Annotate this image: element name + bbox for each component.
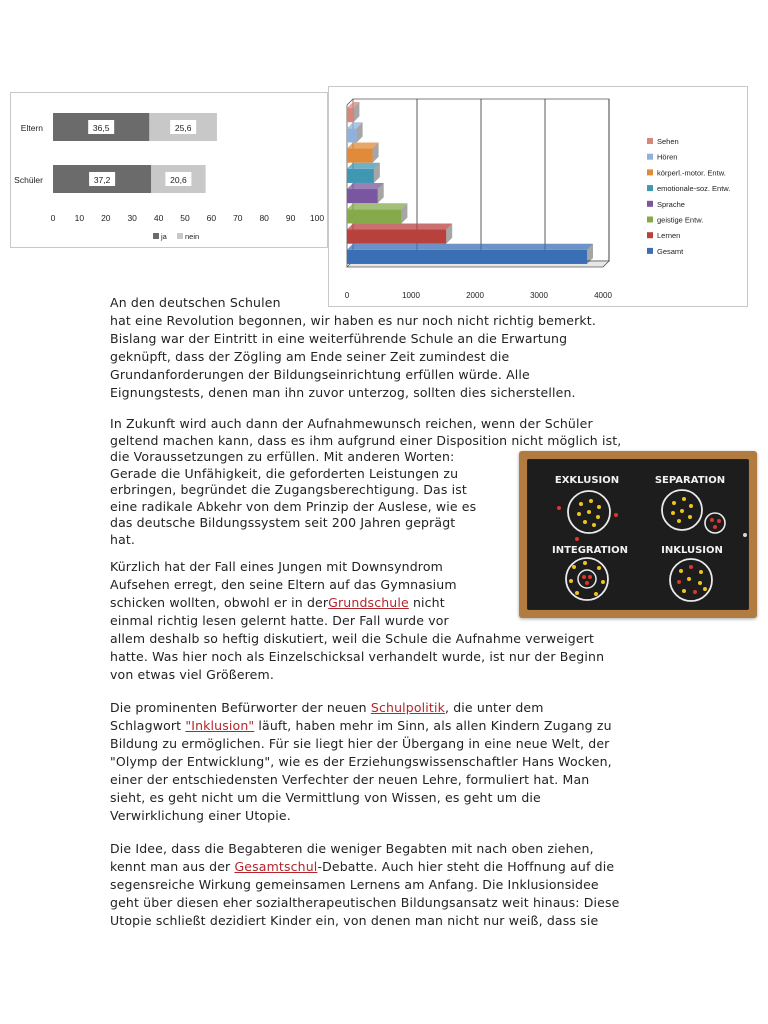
text-line: geknüpft, dass der Zögling am Ende seiner Zeit zumindest die (110, 349, 510, 364)
paragraph-5 (110, 840, 620, 930)
label-inklusion: INKLUSION (661, 545, 723, 556)
text-line: sieht, es geht nicht um die Vermittlung von Wissen, es geht um die (110, 790, 541, 805)
bar-4 (347, 189, 378, 203)
text-line: Verwirklichung einer Utopie. (110, 808, 291, 823)
legend-swatch-ja (153, 233, 159, 239)
grundschule-link[interactable]: Grundschule (328, 595, 409, 610)
text-line: "Olymp der Entwicklung", wie es der Erziehungswissenschaftler Hans Wocken, (110, 754, 612, 769)
data-label: 37,2 (93, 175, 111, 185)
paragraph-2 (110, 415, 621, 547)
text-line (110, 699, 612, 717)
legend-swatch-6 (647, 232, 653, 238)
legend-swatch-7 (647, 248, 653, 254)
schulpolitik-link[interactable]: Schulpolitik (370, 700, 445, 715)
legend-swatch-1 (647, 154, 653, 160)
x-tick-label: 4000 (594, 291, 612, 300)
legend-label-ja: ja (161, 232, 167, 241)
bar-7 (347, 250, 587, 264)
legend-swatch-5 (647, 217, 653, 223)
survey-bar-chart (10, 92, 328, 248)
legend-swatch-nein (177, 233, 183, 239)
text-line: einmal richtig lesen gelernt hatte. Der Fall wurde vor (110, 613, 449, 628)
text-line: geht über diesen eher sozialtherapeutischen Bildungsansatz weit hinaus: Diese (110, 895, 620, 910)
paragraph-4 (110, 699, 612, 825)
text-line: Eignungstests, denen man ihn zuvor unterzog, sollten dies sicherstellen. (110, 385, 576, 400)
x-tick-label: 3000 (530, 291, 548, 300)
x-tick-label: 10 (74, 213, 85, 223)
bar-top-6 (347, 224, 452, 230)
text-fragment: nicht (408, 595, 445, 610)
x-tick-label: 90 (285, 213, 296, 223)
bar-0 (347, 108, 353, 122)
text-line: Die Idee, dass die Begabteren die weniger Begabten mit nach oben ziehen, (110, 841, 594, 856)
bar-top-7 (347, 244, 593, 250)
paragraph-3 (110, 558, 604, 684)
bar-5 (347, 209, 401, 223)
text-line: hatte. Was hier noch als Einzelschicksal verhandelt wurde, ist nur der Beginn (110, 649, 605, 664)
text-line: von etwas viel Größerem. (110, 667, 274, 682)
x-tick-label: 50 (180, 213, 190, 223)
label-separation: SEPARATION (654, 475, 726, 486)
text-line: geltend machen kann, dass es ihm aufgrund einer Disposition nicht möglich ist, (110, 432, 622, 448)
x-tick-label: 2000 (466, 291, 484, 300)
text-line: allem deshalb so heftig diskutiert, weil die Schule die Aufnahme verweigert (110, 631, 595, 646)
text-line: In Zukunft wird auch dann der Aufnahmewunsch reichen, wenn der Schüler (110, 416, 593, 431)
legend-label-1: Hören (657, 152, 678, 162)
legend-label-nein: nein (185, 232, 200, 241)
text-fragment: Schlagwort (110, 718, 186, 733)
text-fragment: Die prominenten Befürworter der neuen (110, 700, 371, 715)
data-label: 36,5 (92, 123, 110, 133)
text-line: Aufsehen erregt, den seine Eltern auf das Gymnasium (110, 577, 457, 592)
label-integration: INTEGRATION (551, 545, 629, 556)
text-line: hat eine Revolution begonnen, wir haben es nur noch nicht richtig bemerkt. (110, 313, 596, 328)
x-tick-label: 80 (259, 213, 269, 223)
legend-label-0: Sehen (657, 137, 679, 146)
text-fragment: kennt man aus der (110, 859, 235, 874)
bar-top-4 (347, 183, 384, 189)
category-label-0: Eltern (20, 123, 43, 133)
text-line: Bildung zu ermöglichen. Für sie liegt hier der Übergang in eine neue Welt, der (110, 736, 610, 751)
bar-6 (347, 230, 446, 244)
text-line: An den deutschen Schulen (110, 295, 281, 310)
legend-label-4: Sprache (657, 199, 685, 209)
text-line: einer der entschiedensten Verfechter der neuen Lehre, formuliert hat. Man (110, 772, 590, 787)
legend-label-2: körperl.-motor. Entw. (657, 168, 726, 178)
bar-2 (347, 149, 373, 163)
legend-swatch-0 (647, 138, 653, 144)
bar-top-5 (347, 203, 407, 209)
x-tick-label: 0 (344, 291, 350, 300)
legend-label-3: emotionale-soz. Entw. (657, 184, 731, 194)
text-line (110, 717, 612, 735)
text-fragment: läuft, haben mehr im Sinn, als allen Kindern Zugang zu (254, 718, 612, 733)
text-line: Kürzlich hat der Fall eines Jungen mit Downsyndrom (110, 559, 443, 574)
survey-bar-chart-svg (11, 93, 327, 247)
text-line (110, 858, 620, 876)
text-line: Gerade die Unfähigkeit, die geforderten Leistungen zu (110, 465, 459, 481)
paragraph-1 (110, 294, 596, 402)
label-exklusion: EXKLUSION (554, 475, 620, 486)
inklusion-link[interactable]: "Inklusion" (185, 718, 255, 733)
data-label: 20,6 (170, 175, 187, 185)
legend-swatch-4 (647, 201, 653, 207)
legend-swatch-2 (647, 169, 653, 175)
bar-3 (347, 169, 374, 183)
text-fragment: -Debatte. Auch hier steht die Hoffnung auf die (317, 859, 615, 874)
x-tick-label: 20 (101, 213, 111, 223)
text-line: hat. (110, 531, 136, 547)
text-line: Bislang war der Eintritt in eine weiterführende Schule an die Erwartung (110, 331, 568, 346)
x-tick-label: 0 (50, 213, 56, 223)
legend-label-5: geistige Entw. (657, 215, 704, 225)
x-tick-label: 1000 (402, 291, 420, 300)
x-tick-label: 70 (233, 213, 243, 223)
x-tick-label: 60 (206, 213, 217, 223)
text-line (110, 594, 604, 612)
gesamtschul-link[interactable]: Gesamtschul (234, 859, 318, 874)
support-needs-chart (328, 86, 748, 307)
category-label-1: Schüler (14, 175, 43, 185)
legend-swatch-3 (647, 185, 653, 191)
x-tick-label: 100 (309, 213, 325, 223)
text-line: die Voraussetzungen zu erfüllen. Mit anderen Worten: (110, 449, 455, 464)
text-line: Utopie schließt dezidiert Kinder ein, von denen man nicht nur weiß, dass sie (110, 913, 599, 928)
x-tick-label: 30 (127, 213, 137, 223)
text-fragment: , die unter dem (444, 700, 544, 715)
support-needs-chart-svg (329, 87, 747, 306)
bar-1 (347, 128, 357, 142)
text-fragment: schicken wollten, obwohl er in der (110, 595, 329, 610)
text-line: eine radikale Abkehr von dem Prinzip der Auslese, wie es (110, 498, 477, 514)
text-line: segensreiche Wirkung gemeinsamen Lernens am Anfang. Die Inklusionsidee (110, 877, 599, 892)
x-tick-label: 40 (153, 213, 164, 223)
text-line: das deutsche Bildungssystem seit 200 Jahren geprägt (110, 515, 456, 530)
data-label: 25,6 (174, 123, 192, 133)
legend-label-7: Gesamt (657, 246, 684, 256)
text-line: erbringen, begründet die Zugangsberechtigung. Das ist (110, 482, 467, 497)
legend-label-6: Lernen (657, 231, 681, 241)
text-line: Grundanforderungen der Bildungseinrichtung erfüllen würde. Alle (110, 367, 530, 382)
